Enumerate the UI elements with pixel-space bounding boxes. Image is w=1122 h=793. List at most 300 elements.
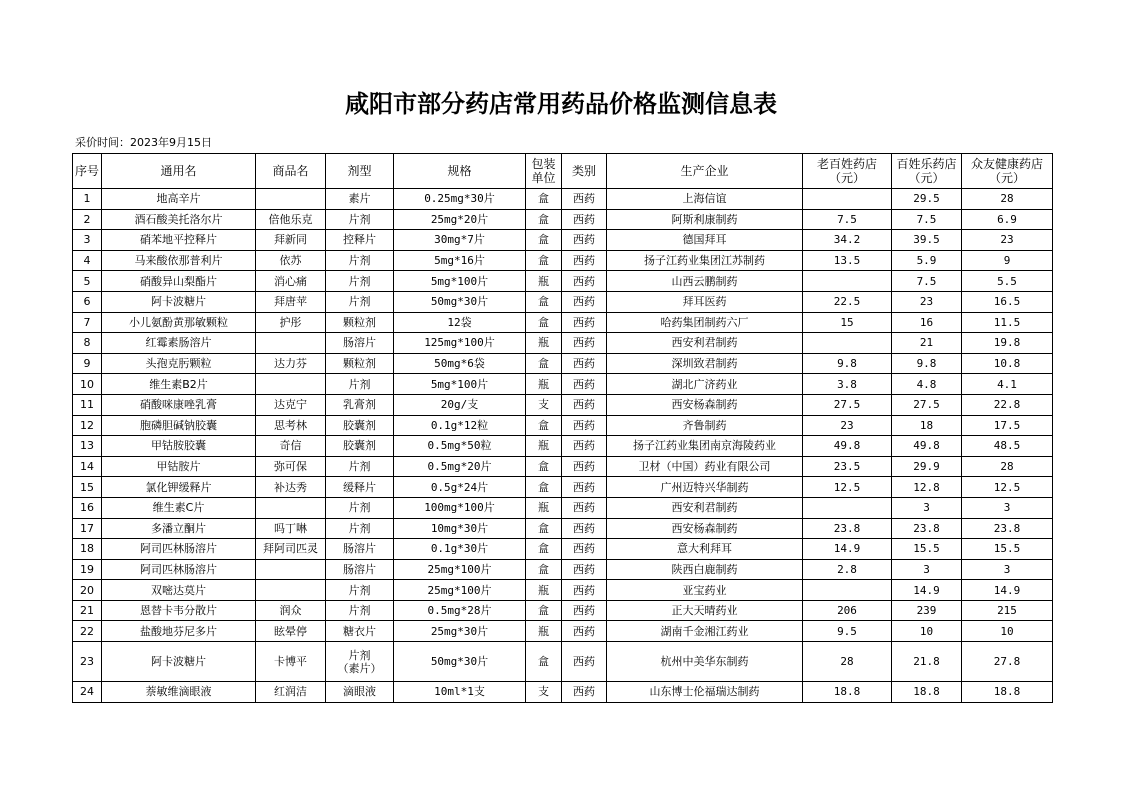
cell-laobaixing-price: 28 [803, 642, 892, 682]
cell-seq: 9 [73, 353, 102, 374]
cell-brand-name: 吗丁啉 [256, 518, 326, 539]
cell-manufacturer: 西安杨森制药 [607, 518, 803, 539]
header-laobaixing-price: 老百姓药店 （元） [803, 154, 892, 189]
cell-baixingle-price: 29.9 [892, 456, 962, 477]
cell-spec: 125mg*100片 [394, 333, 526, 354]
cell-seq: 11 [73, 394, 102, 415]
cell-dosage-form: 片剂 [326, 518, 394, 539]
cell-brand-name [256, 559, 326, 580]
cell-category: 西药 [562, 291, 607, 312]
cell-brand-name: 卡博平 [256, 642, 326, 682]
table-row [73, 436, 1053, 457]
cell-seq: 12 [73, 415, 102, 436]
cell-zhongyou-price: 18.8 [962, 682, 1053, 703]
cell-category: 西药 [562, 271, 607, 292]
cell-category: 西药 [562, 333, 607, 354]
cell-baixingle-price: 5.9 [892, 250, 962, 271]
cell-manufacturer: 西安利君制药 [607, 497, 803, 518]
cell-manufacturer: 深圳致君制药 [607, 353, 803, 374]
cell-spec: 0.1g*12粒 [394, 415, 526, 436]
cell-dosage-form: 颗粒剂 [326, 353, 394, 374]
cell-pack-unit: 支 [526, 394, 562, 415]
table-row [73, 600, 1053, 621]
cell-laobaixing-price: 7.5 [803, 209, 892, 230]
cell-manufacturer: 亚宝药业 [607, 580, 803, 601]
cell-baixingle-price: 23.8 [892, 518, 962, 539]
cell-dosage-form: 滴眼液 [326, 682, 394, 703]
cell-generic-name: 红霉素肠溶片 [102, 333, 256, 354]
cell-category: 西药 [562, 312, 607, 333]
cell-laobaixing-price: 15 [803, 312, 892, 333]
cell-spec: 30mg*7片 [394, 230, 526, 251]
cell-pack-unit: 支 [526, 682, 562, 703]
cell-seq: 8 [73, 333, 102, 354]
header-zhongyou-price: 众友健康药店 （元） [962, 154, 1053, 189]
cell-generic-name: 头孢克肟颗粒 [102, 353, 256, 374]
cell-seq: 20 [73, 580, 102, 601]
cell-generic-name: 阿司匹林肠溶片 [102, 559, 256, 580]
cell-zhongyou-price: 28 [962, 189, 1053, 210]
cell-brand-name: 思考林 [256, 415, 326, 436]
cell-baixingle-price: 3 [892, 497, 962, 518]
cell-laobaixing-price: 34.2 [803, 230, 892, 251]
cell-category: 西药 [562, 559, 607, 580]
header-spec: 规格 [394, 154, 526, 189]
cell-dosage-form: 片剂 [326, 291, 394, 312]
table-row [73, 580, 1053, 601]
cell-spec: 0.5mg*28片 [394, 600, 526, 621]
cell-brand-name [256, 374, 326, 395]
cell-generic-name: 胞磷胆碱钠胶囊 [102, 415, 256, 436]
cell-category: 西药 [562, 250, 607, 271]
cell-manufacturer: 广州迈特兴华制药 [607, 477, 803, 498]
cell-spec: 0.25mg*30片 [394, 189, 526, 210]
cell-brand-name: 奇信 [256, 436, 326, 457]
header-category: 类别 [562, 154, 607, 189]
header-brand-name: 商品名 [256, 154, 326, 189]
cell-brand-name: 拜新同 [256, 230, 326, 251]
cell-manufacturer: 陕西白鹿制药 [607, 559, 803, 580]
cell-spec: 50mg*6袋 [394, 353, 526, 374]
cell-baixingle-price: 7.5 [892, 209, 962, 230]
cell-generic-name: 维生素C片 [102, 497, 256, 518]
cell-category: 西药 [562, 456, 607, 477]
cell-zhongyou-price: 28 [962, 456, 1053, 477]
price-table [72, 153, 1053, 703]
cell-generic-name: 多潘立酮片 [102, 518, 256, 539]
cell-generic-name: 马来酸依那普利片 [102, 250, 256, 271]
cell-baixingle-price: 239 [892, 600, 962, 621]
cell-pack-unit: 盒 [526, 600, 562, 621]
cell-brand-name: 拜唐苹 [256, 291, 326, 312]
cell-generic-name: 硝酸咪康唑乳膏 [102, 394, 256, 415]
cell-generic-name: 双嘧达莫片 [102, 580, 256, 601]
cell-zhongyou-price: 11.5 [962, 312, 1053, 333]
table-row [73, 291, 1053, 312]
cell-manufacturer: 上海信谊 [607, 189, 803, 210]
cell-manufacturer: 西安杨森制药 [607, 394, 803, 415]
cell-seq: 16 [73, 497, 102, 518]
cell-brand-name: 红润洁 [256, 682, 326, 703]
cell-baixingle-price: 27.5 [892, 394, 962, 415]
cell-baixingle-price: 15.5 [892, 539, 962, 560]
table-row [73, 621, 1053, 642]
header-row [73, 154, 1053, 189]
table-row [73, 333, 1053, 354]
cell-dosage-form: 控释片 [326, 230, 394, 251]
cell-spec: 0.5mg*50粒 [394, 436, 526, 457]
cell-laobaixing-price [803, 580, 892, 601]
cell-category: 西药 [562, 682, 607, 703]
table-body [73, 189, 1053, 703]
cell-category: 西药 [562, 642, 607, 682]
collection-date: 采价时间：2023年9月15日 [75, 136, 212, 149]
cell-pack-unit: 瓶 [526, 621, 562, 642]
cell-seq: 14 [73, 456, 102, 477]
cell-spec: 0.5mg*20片 [394, 456, 526, 477]
cell-pack-unit: 盒 [526, 291, 562, 312]
cell-spec: 10ml*1支 [394, 682, 526, 703]
cell-baixingle-price: 18.8 [892, 682, 962, 703]
cell-laobaixing-price: 9.5 [803, 621, 892, 642]
table-row [73, 642, 1053, 682]
cell-dosage-form: 素片 [326, 189, 394, 210]
cell-generic-name: 维生素B2片 [102, 374, 256, 395]
cell-seq: 22 [73, 621, 102, 642]
cell-category: 西药 [562, 518, 607, 539]
cell-generic-name: 恩替卡韦分散片 [102, 600, 256, 621]
cell-pack-unit: 盒 [526, 456, 562, 477]
table-row [73, 230, 1053, 251]
cell-zhongyou-price: 5.5 [962, 271, 1053, 292]
cell-generic-name: 盐酸地芬尼多片 [102, 621, 256, 642]
cell-manufacturer: 山西云鹏制药 [607, 271, 803, 292]
cell-manufacturer: 扬子江药业集团南京海陵药业 [607, 436, 803, 457]
cell-category: 西药 [562, 189, 607, 210]
cell-generic-name: 阿卡波糖片 [102, 642, 256, 682]
table-row [73, 456, 1053, 477]
table-row [73, 374, 1053, 395]
cell-zhongyou-price: 23 [962, 230, 1053, 251]
cell-laobaixing-price: 14.9 [803, 539, 892, 560]
cell-generic-name: 小儿氨酚黄那敏颗粒 [102, 312, 256, 333]
cell-category: 西药 [562, 477, 607, 498]
cell-category: 西药 [562, 600, 607, 621]
cell-dosage-form: 片剂 [326, 209, 394, 230]
table-row [73, 518, 1053, 539]
table-row [73, 250, 1053, 271]
cell-baixingle-price: 39.5 [892, 230, 962, 251]
cell-category: 西药 [562, 415, 607, 436]
cell-generic-name: 萘敏维滴眼液 [102, 682, 256, 703]
cell-laobaixing-price: 206 [803, 600, 892, 621]
header-generic-name: 通用名 [102, 154, 256, 189]
table-row [73, 312, 1053, 333]
cell-brand-name: 消心痛 [256, 271, 326, 292]
cell-brand-name [256, 189, 326, 210]
page-title: 咸阳市部分药店常用药品价格监测信息表 [345, 89, 777, 118]
table-row [73, 539, 1053, 560]
cell-manufacturer: 湖南千金湘江药业 [607, 621, 803, 642]
cell-manufacturer: 德国拜耳 [607, 230, 803, 251]
cell-spec: 50mg*30片 [394, 642, 526, 682]
cell-zhongyou-price: 10.8 [962, 353, 1053, 374]
cell-manufacturer: 卫材（中国）药业有限公司 [607, 456, 803, 477]
cell-manufacturer: 意大利拜耳 [607, 539, 803, 560]
cell-seq: 10 [73, 374, 102, 395]
cell-brand-name: 护彤 [256, 312, 326, 333]
cell-laobaixing-price: 9.8 [803, 353, 892, 374]
cell-seq: 18 [73, 539, 102, 560]
cell-seq: 17 [73, 518, 102, 539]
cell-brand-name: 拜阿司匹灵 [256, 539, 326, 560]
cell-generic-name: 酒石酸美托洛尔片 [102, 209, 256, 230]
cell-seq: 15 [73, 477, 102, 498]
cell-brand-name: 润众 [256, 600, 326, 621]
cell-seq: 2 [73, 209, 102, 230]
cell-laobaixing-price: 22.5 [803, 291, 892, 312]
cell-generic-name: 阿司匹林肠溶片 [102, 539, 256, 560]
cell-brand-name: 眩晕停 [256, 621, 326, 642]
cell-pack-unit: 盒 [526, 312, 562, 333]
cell-spec: 25mg*30片 [394, 621, 526, 642]
cell-generic-name: 阿卡波糖片 [102, 291, 256, 312]
cell-dosage-form: 颗粒剂 [326, 312, 394, 333]
cell-seq: 24 [73, 682, 102, 703]
cell-pack-unit: 瓶 [526, 374, 562, 395]
cell-pack-unit: 瓶 [526, 436, 562, 457]
cell-dosage-form: 片剂 [326, 580, 394, 601]
cell-seq: 3 [73, 230, 102, 251]
cell-laobaixing-price: 23 [803, 415, 892, 436]
cell-manufacturer: 拜耳医药 [607, 291, 803, 312]
cell-laobaixing-price: 13.5 [803, 250, 892, 271]
cell-zhongyou-price: 3 [962, 559, 1053, 580]
cell-generic-name: 硝苯地平控释片 [102, 230, 256, 251]
cell-laobaixing-price [803, 189, 892, 210]
cell-baixingle-price: 9.8 [892, 353, 962, 374]
cell-laobaixing-price: 49.8 [803, 436, 892, 457]
cell-category: 西药 [562, 436, 607, 457]
cell-generic-name: 甲钴胺胶囊 [102, 436, 256, 457]
cell-dosage-form: 片剂 [326, 271, 394, 292]
cell-brand-name [256, 497, 326, 518]
cell-seq: 4 [73, 250, 102, 271]
cell-dosage-form: 肠溶片 [326, 333, 394, 354]
cell-seq: 21 [73, 600, 102, 621]
cell-pack-unit: 瓶 [526, 271, 562, 292]
header-baixingle-price: 百姓乐药店 （元） [892, 154, 962, 189]
cell-manufacturer: 湖北广济药业 [607, 374, 803, 395]
cell-pack-unit: 盒 [526, 209, 562, 230]
table-row [73, 189, 1053, 210]
cell-manufacturer: 西安利君制药 [607, 333, 803, 354]
cell-dosage-form: 片剂 （素片） [326, 642, 394, 682]
table-row [73, 271, 1053, 292]
header-dosage-form: 剂型 [326, 154, 394, 189]
cell-baixingle-price: 18 [892, 415, 962, 436]
cell-spec: 12袋 [394, 312, 526, 333]
cell-spec: 5mg*16片 [394, 250, 526, 271]
cell-spec: 25mg*100片 [394, 580, 526, 601]
cell-baixingle-price: 29.5 [892, 189, 962, 210]
cell-manufacturer: 哈药集团制药六厂 [607, 312, 803, 333]
cell-zhongyou-price: 9 [962, 250, 1053, 271]
cell-seq: 7 [73, 312, 102, 333]
cell-baixingle-price: 10 [892, 621, 962, 642]
cell-seq: 5 [73, 271, 102, 292]
cell-laobaixing-price [803, 497, 892, 518]
cell-seq: 1 [73, 189, 102, 210]
table-row [73, 415, 1053, 436]
cell-zhongyou-price: 15.5 [962, 539, 1053, 560]
cell-manufacturer: 扬子江药业集团江苏制药 [607, 250, 803, 271]
table-row [73, 209, 1053, 230]
cell-zhongyou-price: 16.5 [962, 291, 1053, 312]
cell-pack-unit: 瓶 [526, 497, 562, 518]
cell-spec: 25mg*20片 [394, 209, 526, 230]
cell-pack-unit: 盒 [526, 539, 562, 560]
cell-brand-name: 补达秀 [256, 477, 326, 498]
cell-category: 西药 [562, 580, 607, 601]
cell-pack-unit: 瓶 [526, 580, 562, 601]
cell-pack-unit: 盒 [526, 189, 562, 210]
cell-pack-unit: 盒 [526, 415, 562, 436]
table-row [73, 477, 1053, 498]
cell-zhongyou-price: 215 [962, 600, 1053, 621]
cell-brand-name: 依苏 [256, 250, 326, 271]
cell-manufacturer: 山东博士伦福瑞达制药 [607, 682, 803, 703]
cell-category: 西药 [562, 230, 607, 251]
cell-baixingle-price: 21.8 [892, 642, 962, 682]
header-manufacturer: 生产企业 [607, 154, 803, 189]
cell-pack-unit: 盒 [526, 477, 562, 498]
cell-manufacturer: 正大天晴药业 [607, 600, 803, 621]
cell-baixingle-price: 21 [892, 333, 962, 354]
cell-zhongyou-price: 12.5 [962, 477, 1053, 498]
table-row [73, 497, 1053, 518]
table-row [73, 394, 1053, 415]
cell-laobaixing-price [803, 333, 892, 354]
cell-generic-name: 硝酸异山梨酯片 [102, 271, 256, 292]
cell-manufacturer: 杭州中美华东制药 [607, 642, 803, 682]
cell-zhongyou-price: 4.1 [962, 374, 1053, 395]
cell-category: 西药 [562, 374, 607, 395]
cell-zhongyou-price: 23.8 [962, 518, 1053, 539]
cell-dosage-form: 胶囊剂 [326, 415, 394, 436]
cell-pack-unit: 盒 [526, 518, 562, 539]
cell-brand-name: 弥可保 [256, 456, 326, 477]
cell-generic-name: 甲钴胺片 [102, 456, 256, 477]
cell-dosage-form: 片剂 [326, 600, 394, 621]
cell-pack-unit: 盒 [526, 353, 562, 374]
cell-laobaixing-price: 23.5 [803, 456, 892, 477]
cell-baixingle-price: 7.5 [892, 271, 962, 292]
cell-dosage-form: 片剂 [326, 250, 394, 271]
cell-dosage-form: 缓释片 [326, 477, 394, 498]
cell-zhongyou-price: 6.9 [962, 209, 1053, 230]
cell-zhongyou-price: 27.8 [962, 642, 1053, 682]
cell-pack-unit: 盒 [526, 230, 562, 251]
cell-brand-name [256, 580, 326, 601]
cell-generic-name: 地高辛片 [102, 189, 256, 210]
cell-seq: 19 [73, 559, 102, 580]
cell-brand-name [256, 333, 326, 354]
cell-category: 西药 [562, 353, 607, 374]
cell-baixingle-price: 3 [892, 559, 962, 580]
cell-laobaixing-price [803, 271, 892, 292]
cell-seq: 6 [73, 291, 102, 312]
cell-laobaixing-price: 12.5 [803, 477, 892, 498]
table-row [73, 682, 1053, 703]
cell-manufacturer: 齐鲁制药 [607, 415, 803, 436]
cell-pack-unit: 盒 [526, 250, 562, 271]
cell-seq: 23 [73, 642, 102, 682]
header-seq: 序号 [73, 154, 102, 189]
cell-laobaixing-price: 23.8 [803, 518, 892, 539]
cell-zhongyou-price: 19.8 [962, 333, 1053, 354]
cell-spec: 0.5g*24片 [394, 477, 526, 498]
cell-seq: 13 [73, 436, 102, 457]
cell-brand-name: 达力芬 [256, 353, 326, 374]
cell-dosage-form: 片剂 [326, 456, 394, 477]
cell-pack-unit: 盒 [526, 559, 562, 580]
cell-baixingle-price: 4.8 [892, 374, 962, 395]
cell-spec: 20g/支 [394, 394, 526, 415]
cell-dosage-form: 胶囊剂 [326, 436, 394, 457]
cell-category: 西药 [562, 621, 607, 642]
cell-dosage-form: 片剂 [326, 374, 394, 395]
cell-dosage-form: 肠溶片 [326, 559, 394, 580]
cell-pack-unit: 盒 [526, 642, 562, 682]
cell-baixingle-price: 16 [892, 312, 962, 333]
cell-brand-name: 达克宁 [256, 394, 326, 415]
header-pack-unit: 包装 单位 [526, 154, 562, 189]
cell-dosage-form: 乳膏剂 [326, 394, 394, 415]
cell-laobaixing-price: 3.8 [803, 374, 892, 395]
cell-spec: 5mg*100片 [394, 271, 526, 292]
table-row [73, 353, 1053, 374]
cell-pack-unit: 瓶 [526, 333, 562, 354]
cell-baixingle-price: 23 [892, 291, 962, 312]
cell-category: 西药 [562, 539, 607, 560]
cell-zhongyou-price: 14.9 [962, 580, 1053, 601]
cell-category: 西药 [562, 394, 607, 415]
cell-spec: 100mg*100片 [394, 497, 526, 518]
cell-category: 西药 [562, 209, 607, 230]
cell-baixingle-price: 14.9 [892, 580, 962, 601]
cell-dosage-form: 糖衣片 [326, 621, 394, 642]
cell-zhongyou-price: 10 [962, 621, 1053, 642]
cell-dosage-form: 肠溶片 [326, 539, 394, 560]
cell-zhongyou-price: 17.5 [962, 415, 1053, 436]
cell-baixingle-price: 49.8 [892, 436, 962, 457]
cell-laobaixing-price: 27.5 [803, 394, 892, 415]
cell-baixingle-price: 12.8 [892, 477, 962, 498]
cell-spec: 25mg*100片 [394, 559, 526, 580]
cell-laobaixing-price: 18.8 [803, 682, 892, 703]
cell-spec: 50mg*30片 [394, 291, 526, 312]
cell-spec: 0.1g*30片 [394, 539, 526, 560]
cell-zhongyou-price: 22.8 [962, 394, 1053, 415]
cell-spec: 10mg*30片 [394, 518, 526, 539]
cell-generic-name: 氯化钾缓释片 [102, 477, 256, 498]
cell-laobaixing-price: 2.8 [803, 559, 892, 580]
cell-zhongyou-price: 48.5 [962, 436, 1053, 457]
cell-dosage-form: 片剂 [326, 497, 394, 518]
cell-manufacturer: 阿斯利康制药 [607, 209, 803, 230]
cell-brand-name: 倍他乐克 [256, 209, 326, 230]
